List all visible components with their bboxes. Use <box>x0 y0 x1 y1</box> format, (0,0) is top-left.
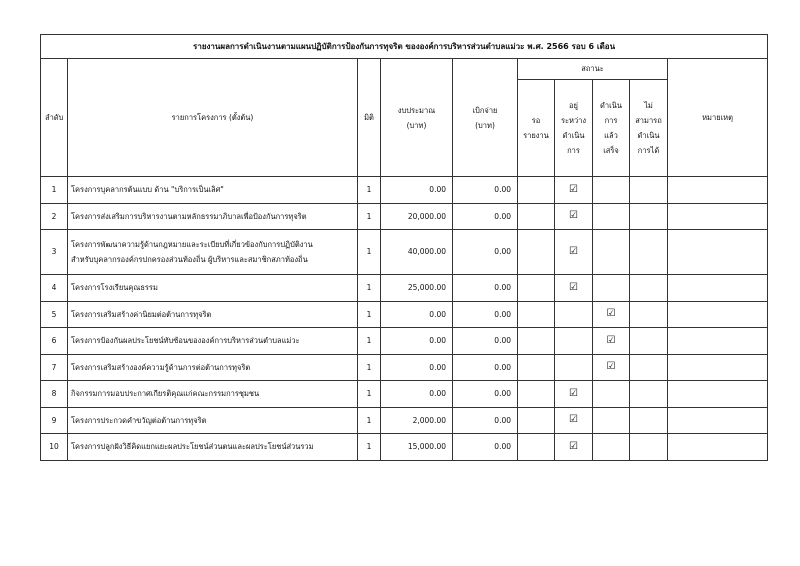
project-name-line: โครงการบุคลากรต้นแบบ ด้าน "บริการเป็นเลิศ" <box>71 185 224 195</box>
header-status-in-progress <box>555 80 593 177</box>
spent-value: 0.00 <box>453 177 518 204</box>
status-in-progress-cell <box>555 434 593 461</box>
dimension-value: 1 <box>358 354 381 381</box>
remark-cell <box>668 301 768 328</box>
header-order: ลำดับ <box>41 59 68 177</box>
project-name <box>68 275 358 302</box>
header-status-in-progress-line-3: ดำเนิน <box>562 131 585 140</box>
budget-value: 40,000.00 <box>381 230 453 275</box>
row-number: 10 <box>41 434 68 461</box>
checkbox-checked-icon: ☑ <box>606 361 616 373</box>
header-status-waiting-line-1: รอ <box>531 116 541 125</box>
project-name-line: โครงการโรงเรียนคุณธรรม <box>71 283 158 293</box>
table-row <box>41 354 768 381</box>
budget-value: 0.00 <box>381 354 453 381</box>
header-budget-line-1: งบประมาณ <box>397 105 436 115</box>
status-waiting-cell <box>518 203 555 230</box>
status-unable-cell <box>630 434 668 461</box>
header-status-completed <box>593 80 630 177</box>
project-name <box>68 381 358 408</box>
status-completed-cell <box>593 230 630 275</box>
status-waiting-cell <box>518 434 555 461</box>
row-number: 9 <box>41 407 68 434</box>
project-name-line: โครงการประกวดคำขวัญต่อต้านการทุจริต <box>71 415 207 425</box>
report-title: รายงานผลการดำเนินงานตามแผนปฏิบัติการป้องกันการทุจริต ขององค์การบริหารส่วนตำบลแม่วะ พ.ศ. 2566 รอบ 6 เดือน <box>41 35 768 59</box>
project-name <box>68 354 358 381</box>
table-row <box>41 275 768 302</box>
header-dimension: มิติ <box>358 59 381 177</box>
status-unable-cell <box>630 177 668 204</box>
checkbox-checked-icon: ☑ <box>569 183 578 195</box>
dimension-value: 1 <box>358 275 381 302</box>
remark-cell <box>668 230 768 275</box>
checkbox-checked-icon: ☑ <box>569 387 578 399</box>
project-name <box>68 301 358 328</box>
project-name-line: โครงการเสริมสร้างค่านิยมต่อต้านการทุจริต <box>71 309 212 319</box>
table-row <box>41 177 768 204</box>
status-completed-cell <box>593 275 630 302</box>
status-unable-cell <box>630 328 668 355</box>
dimension-value: 1 <box>358 203 381 230</box>
status-in-progress-cell <box>555 328 593 355</box>
remark-cell <box>668 177 768 204</box>
dimension-value: 1 <box>358 177 381 204</box>
budget-value: 15,000.00 <box>381 434 453 461</box>
remark-cell <box>668 381 768 408</box>
status-completed-cell <box>593 381 630 408</box>
status-in-progress-cell <box>555 177 593 204</box>
status-completed-cell <box>593 354 630 381</box>
table-row <box>41 301 768 328</box>
checkbox-checked-icon: ☑ <box>606 308 616 320</box>
budget-value: 0.00 <box>381 301 453 328</box>
status-unable-cell <box>630 203 668 230</box>
table-row <box>41 434 768 461</box>
table-row <box>41 328 768 355</box>
project-name-line: สำหรับบุคลากรองค์กรปกครองส่วนท้องถิ่น ผู้บริหารและสมาชิกสภาท้องถิ่น <box>71 255 308 264</box>
spent-value: 0.00 <box>453 275 518 302</box>
spent-value: 0.00 <box>453 301 518 328</box>
row-number: 6 <box>41 328 68 355</box>
header-status-unable-line-4: การได้ <box>637 146 660 155</box>
header-budget-line-2: (บาท) <box>406 120 427 130</box>
row-number: 2 <box>41 203 68 230</box>
status-completed-cell <box>593 328 630 355</box>
report-document <box>40 34 767 461</box>
status-completed-cell <box>593 434 630 461</box>
row-number: 3 <box>41 230 68 275</box>
row-number: 1 <box>41 177 68 204</box>
status-completed-cell <box>593 203 630 230</box>
status-waiting-cell <box>518 354 555 381</box>
dimension-value: 1 <box>358 381 381 408</box>
project-name-line: โครงการส่งเสริมการบริหารงานตามหลักธรรมาภิบาลเพื่อป้องกันการทุจริต <box>71 211 307 221</box>
spent-value: 0.00 <box>453 328 518 355</box>
checkbox-checked-icon: ☑ <box>569 210 578 222</box>
status-unable-cell <box>630 381 668 408</box>
remark-cell <box>668 275 768 302</box>
checkbox-checked-icon: ☑ <box>606 334 616 346</box>
table-row <box>41 203 768 230</box>
header-project: รายการโครงการ (ตั้งต้น) <box>68 59 358 177</box>
header-status-completed-line-3: แล้วเสร็จ <box>603 131 619 155</box>
status-in-progress-cell <box>555 381 593 408</box>
project-name <box>68 328 358 355</box>
status-waiting-cell <box>518 381 555 408</box>
header-status-unable-line-1: ไม่ <box>644 101 653 110</box>
project-name-line: โครงการปลูกฝังวิธีคิดแยกแยะผลประโยชน์ส่วนตนและผลประโยชน์ส่วนรวม <box>71 442 314 452</box>
header-spent-line-1: เบิกจ่าย <box>472 105 498 115</box>
spent-value: 0.00 <box>453 407 518 434</box>
row-number: 7 <box>41 354 68 381</box>
dimension-value: 1 <box>358 230 381 275</box>
header-status-completed-line-1: ดำเนิน <box>600 101 622 110</box>
header-status-waiting-line-2: รายงาน <box>523 131 549 140</box>
status-in-progress-cell <box>555 275 593 302</box>
status-unable-cell <box>630 354 668 381</box>
dimension-value: 1 <box>358 434 381 461</box>
spent-value: 0.00 <box>453 203 518 230</box>
budget-value: 0.00 <box>381 177 453 204</box>
table-row <box>41 381 768 408</box>
status-waiting-cell <box>518 328 555 355</box>
remark-cell <box>668 328 768 355</box>
spent-value: 0.00 <box>453 354 518 381</box>
header-spent <box>453 59 518 177</box>
status-waiting-cell <box>518 407 555 434</box>
budget-value: 20,000.00 <box>381 203 453 230</box>
status-unable-cell <box>630 230 668 275</box>
header-status-in-progress-line-1: อยู่ <box>569 101 578 110</box>
status-unable-cell <box>630 407 668 434</box>
status-in-progress-cell <box>555 354 593 381</box>
status-waiting-cell <box>518 230 555 275</box>
header-spent-line-2: (บาท) <box>475 120 495 130</box>
remark-cell <box>668 407 768 434</box>
project-name-line: โครงการพัฒนาความรู้ด้านกฎหมายและระเบียบที่เกี่ยวข้องกับการปฏิบัติงาน <box>71 240 313 249</box>
remark-cell <box>668 203 768 230</box>
checkbox-checked-icon: ☑ <box>569 281 578 293</box>
header-status-unable-line-3: ดำเนิน <box>637 131 660 140</box>
report-table <box>40 34 768 461</box>
header-status-in-progress-line-4: การ <box>567 146 580 155</box>
status-in-progress-cell <box>555 203 593 230</box>
project-name <box>68 230 358 275</box>
project-name <box>68 203 358 230</box>
project-name-line: โครงการป้องกันผลประโยชน์ทับซ้อนขององค์การบริหารส่วนตำบลแม่วะ <box>71 336 300 346</box>
status-waiting-cell <box>518 301 555 328</box>
row-number: 5 <box>41 301 68 328</box>
table-row <box>41 230 768 275</box>
row-number: 4 <box>41 275 68 302</box>
spent-value: 0.00 <box>453 381 518 408</box>
header-status: สถานะ <box>518 59 668 80</box>
checkbox-checked-icon: ☑ <box>569 440 578 452</box>
status-waiting-cell <box>518 275 555 302</box>
remark-cell <box>668 434 768 461</box>
status-unable-cell <box>630 275 668 302</box>
project-name <box>68 177 358 204</box>
header-status-waiting <box>518 80 555 177</box>
status-in-progress-cell <box>555 230 593 275</box>
remark-cell <box>668 354 768 381</box>
budget-value: 0.00 <box>381 328 453 355</box>
project-name <box>68 434 358 461</box>
status-unable-cell <box>630 301 668 328</box>
header-status-unable <box>630 80 668 177</box>
project-name-line: กิจกรรมการมอบประกาศเกียรติคุณแก่คณะกรรมการชุมชน <box>71 389 260 399</box>
budget-value: 2,000.00 <box>381 407 453 434</box>
checkbox-checked-icon: ☑ <box>569 414 578 426</box>
header-status-unable-line-2: สามารถ <box>635 116 662 125</box>
status-in-progress-cell <box>555 301 593 328</box>
spent-value: 0.00 <box>453 434 518 461</box>
header-status-in-progress-line-2: ระหว่าง <box>560 116 587 125</box>
header-budget <box>381 59 453 177</box>
dimension-value: 1 <box>358 301 381 328</box>
dimension-value: 1 <box>358 407 381 434</box>
budget-value: 0.00 <box>381 381 453 408</box>
project-name-line: โครงการเสริมสร้างองค์ความรู้ด้านการต่อต้านการทุจริต <box>71 362 251 372</box>
status-in-progress-cell <box>555 407 593 434</box>
status-waiting-cell <box>518 177 555 204</box>
status-completed-cell <box>593 177 630 204</box>
dimension-value: 1 <box>358 328 381 355</box>
project-name <box>68 407 358 434</box>
budget-value: 25,000.00 <box>381 275 453 302</box>
status-completed-cell <box>593 407 630 434</box>
header-status-completed-line-2: การ <box>604 116 618 125</box>
row-number: 8 <box>41 381 68 408</box>
status-completed-cell <box>593 301 630 328</box>
spent-value: 0.00 <box>453 230 518 275</box>
table-row <box>41 407 768 434</box>
header-remark: หมายเหตุ <box>668 59 768 177</box>
checkbox-checked-icon: ☑ <box>569 246 578 257</box>
